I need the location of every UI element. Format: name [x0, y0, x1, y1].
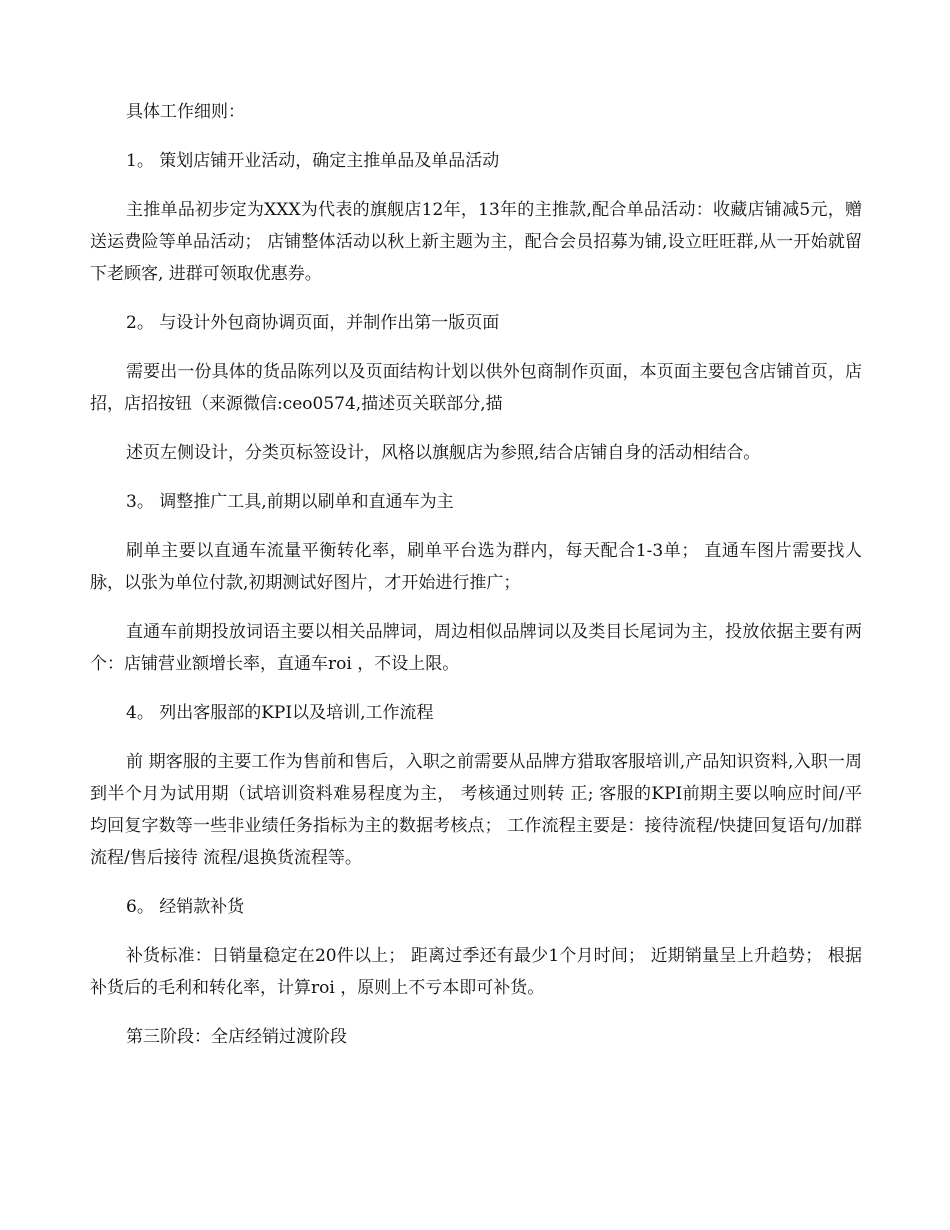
item-body-1: 主推单品初步定为XXX为代表的旗舰店12年，13年的主推款,配合单品活动：收藏店铺减5元，赠送运费险等单品活动； 店铺整体活动以秋上新主题为主，配合会员招募为铺,设立旺旺群,从一开始就留下老顾客, 进群可领取优惠券。: [90, 200, 862, 284]
item-body-4: 前 期客服的主要工作为售前和售后，入职之前需要从品牌方猎取客服培训,产品知识资料,入职一周到半个月为试用期（试培训资料难易程度为主， 考核通过则转 正; 客服的KPI前期主要以响应时间/平均回复字数等一些非业绩任务指标为主的数据考核点； 工作流程主要是：接待流程/快捷回复语句/加群流程/售后接待 流程/退换货流程等。: [90, 752, 862, 868]
item-heading-2: 2。 与设计外包商协调页面，并制作出第一版页面: [126, 313, 500, 333]
stage-three-heading: 第三阶段：全店经销过渡阶段: [126, 1027, 347, 1047]
item-body-3a: 刷单主要以直通车流量平衡转化率，刷单平台选为群内，每天配合1-3单； 直通车图片需要找人脉，以张为单位付款,初期测试好图片，才开始进行推广；: [90, 541, 862, 593]
item-body-3b: 直通车前期投放词语主要以相关品牌词，周边相似品牌词以及类目长尾词为主，投放依据主要有两个：店铺营业额增长率，直通车roi ，不设上限。: [90, 622, 862, 674]
section-heading-work-details: 具体工作细则：: [126, 102, 245, 122]
item-body-2b: 述页左侧设计，分类页标签设计，风格以旗舰店为参照,结合店铺自身的活动相结合。: [126, 443, 761, 463]
item-heading-1: 1。 策划店铺开业活动，确定主推单品及单品活动: [126, 151, 500, 171]
item-body-2a: 需要出一份具体的货品陈列以及页面结构计划以供外包商制作页面，本页面主要包含店铺首页，店招，店招按钮（来源微信:ceo0574,描述页关联部分,描: [90, 362, 862, 414]
item-heading-6: 6。 经销款补货: [126, 897, 245, 917]
item-body-6: 补货标准：日销量稳定在20件以上； 距离过季还有最少1个月时间； 近期销量呈上升趋势； 根据补货后的毛利和转化率，计算roi ，原则上不亏本即可补货。: [90, 946, 862, 998]
document-page: [90, 96, 862, 1053]
item-heading-4: 4。 列出客服部的KPI以及培训,工作流程: [126, 703, 434, 723]
item-heading-3: 3。 调整推广工具,前期以刷单和直通车为主: [126, 492, 454, 512]
